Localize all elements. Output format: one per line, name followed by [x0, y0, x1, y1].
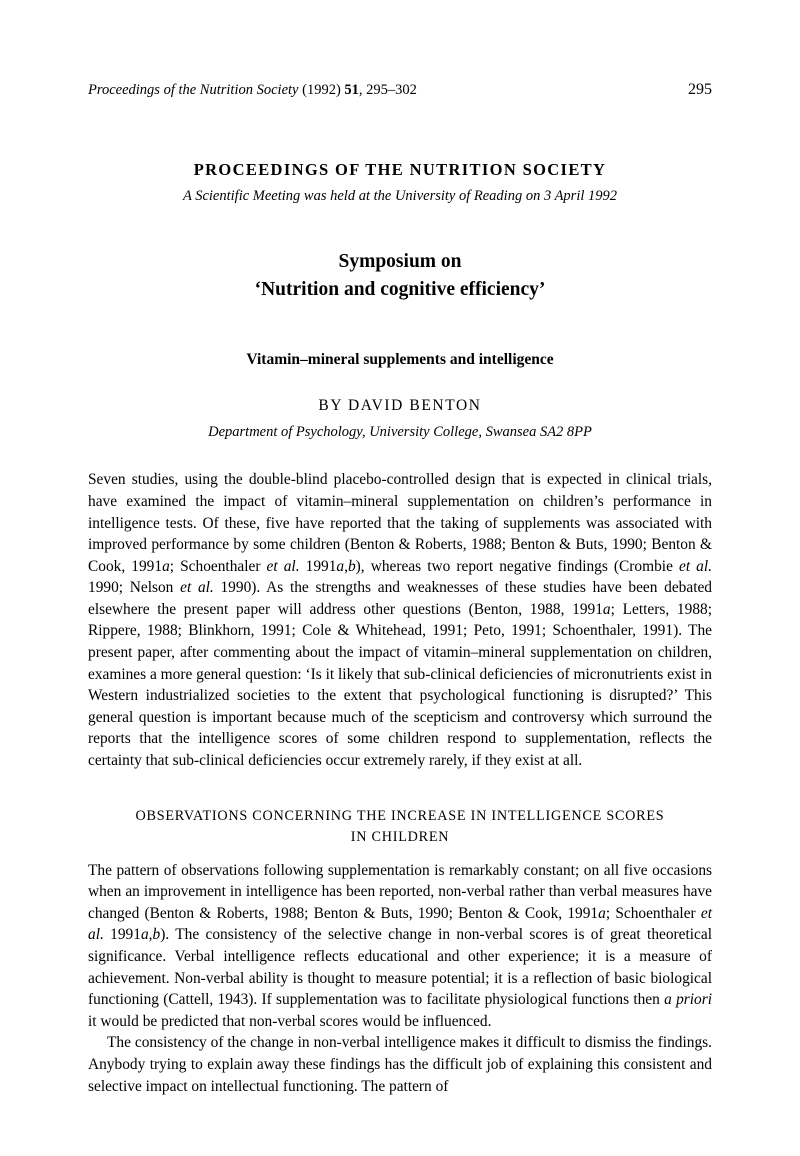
page-number: 295 — [688, 81, 712, 98]
section-paragraph-1: The pattern of observations following supplementation is remarkably constant; on all five occasions when an improvement in intelligence has been reported, non-verbal rather than verbal measures have changed (Benton & Roberts, 1988; Benton & Buts, 1990; Benton & Cook, 1991a; Schoenthaler et al. 1991a,b). The consistency of the selective change in non-verbal scores is of great theoretical significance. Verbal intelligence reflects educational and other experience; it is a measure of achievement. Non-verbal ability is thought to measure potential; it is a reflection of basic biological functioning (Cattell, 1943). If supplementation was to facilitate physiological functions then a priori it would be predicted that non-verbal scores would be influenced. — [88, 861, 712, 1030]
journal-volume-number: 51 — [344, 82, 359, 98]
section-heading-line-2: IN CHILDREN — [350, 828, 450, 845]
society-header — [88, 159, 712, 205]
author-affiliation: Department of Psychology, University College, Swansea SA2 8PP — [208, 424, 592, 441]
society-title: PROCEEDINGS OF THE NUTRITION SOCIETY — [193, 160, 607, 180]
section-body — [88, 860, 712, 1098]
section-paragraph-2: The consistency of the change in non-verbal intelligence makes it difficult to dismiss the findings. Anybody trying to explain away these findings has the difficult job of explaining this consistent and selective impact on intellectual functioning. The pattern of — [88, 1034, 712, 1095]
author-byline: BY DAVID BENTON — [318, 397, 482, 415]
page-content — [88, 0, 712, 1097]
symposium-line-1: Symposium on — [338, 250, 462, 272]
journal-name: Proceedings of the Nutrition Society — [88, 82, 299, 98]
abstract-paragraph: Seven studies, using the double-blind placebo-controlled design that is expected in clinical trials, have examined the impact of vitamin–mineral supplementation on children’s performance in intelligence tests. Of these, five have reported that the taking of supplements was associated with improved performance by some children (Benton & Roberts, 1988; Benton & Buts, 1990; Benton & Cook, 1991a; Schoenthaler et al. 1991a,b), whereas two report negative findings (Crombie et al. 1990; Nelson et al. 1990). As the strengths and weaknesses of these studies have been debated elsewhere the present paper will address other questions (Benton, 1988, 1991a; Letters, 1988; Rippere, 1988; Blinkhorn, 1991; Cole & Whitehead, 1991; Peto, 1991; Schoenthaler, 1991). The present paper, after commenting about the impact of vitamin–mineral supplementation on children, examines a more general question: ‘Is it likely that sub-clinical deficiencies of micronutrients exist in Western industrialized societies to the extent that psychological functioning is disrupted?’ This general question is important because much of the scepticism and controversy which surround the reports that the intelligence scores of some children respond to supplementation, reflects the certainty that sub-clinical deficiencies occur extremely rarely, if they exist at all. — [88, 471, 712, 770]
running-head — [88, 0, 712, 99]
symposium-line-2: ‘Nutrition and cognitive efficiency’ — [254, 278, 546, 300]
symposium-heading — [88, 248, 712, 305]
journal-pages: , 295–302 — [358, 82, 417, 98]
article-title: Vitamin–mineral supplements and intelligence — [246, 351, 554, 369]
journal-volume — [341, 82, 359, 98]
journal-citation — [88, 82, 417, 99]
section-heading-line-1: OBSERVATIONS CONCERNING THE INCREASE IN INTELLIGENCE SCORES — [135, 807, 665, 824]
journal-year-text: (1992) — [302, 82, 341, 98]
abstract-section — [88, 469, 712, 771]
meeting-statement: A Scientific Meeting was held at the University of Reading on 3 April 1992 — [183, 187, 617, 204]
section-heading — [88, 806, 712, 848]
